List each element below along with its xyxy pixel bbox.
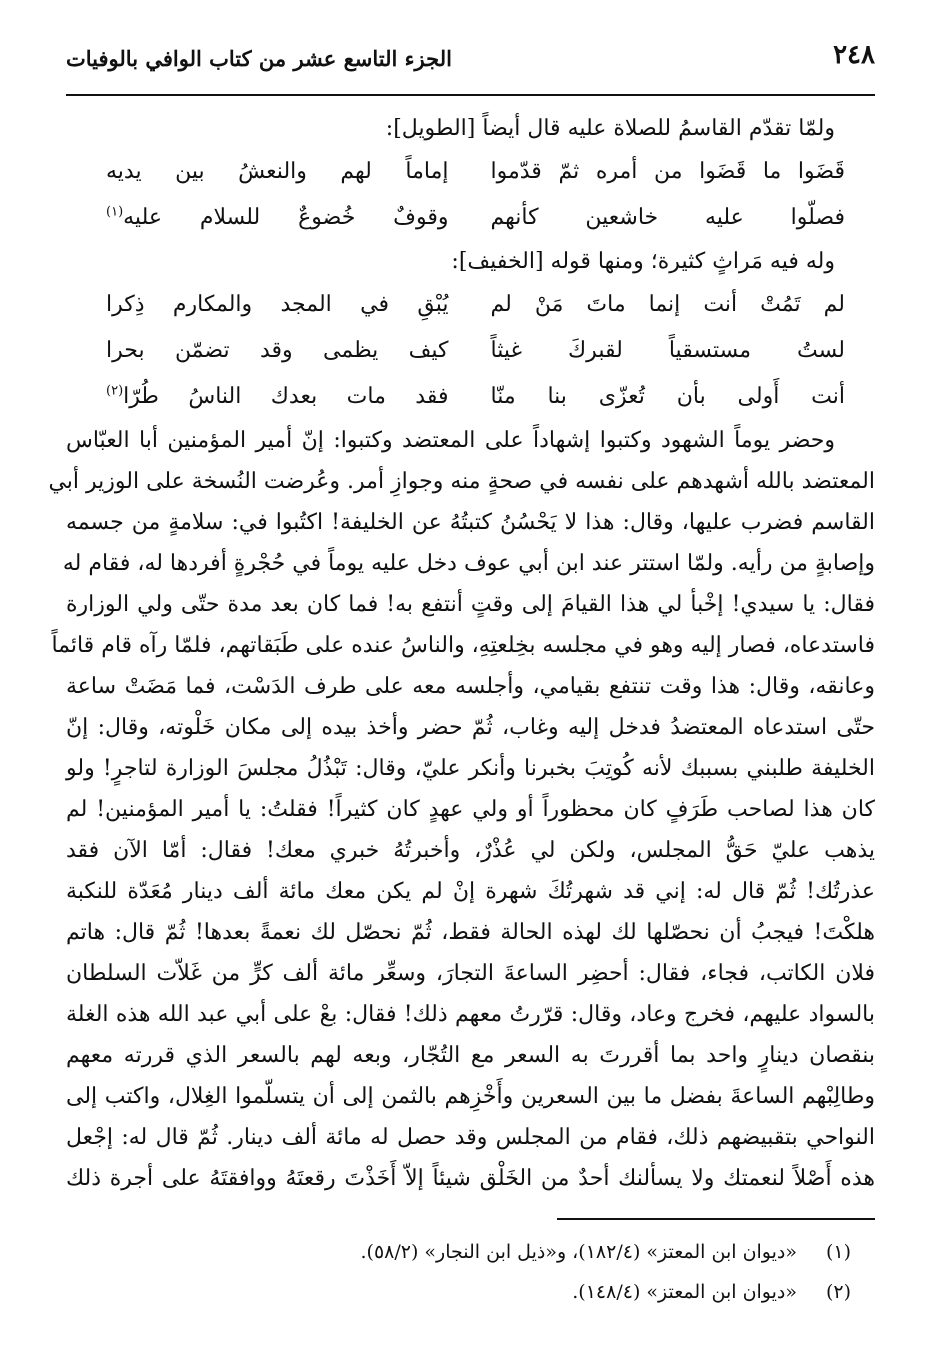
footnote-text: «ديوان ابن المعتز» (١٤٨/٤). — [572, 1281, 797, 1303]
hemistich-text: وقوفٌ خُضوعٌ للسلام عليه — [123, 205, 449, 230]
prose-line: بنقصان دينارٍ واحد بما أقررتَ به السعر مع التُجّار، وبعه لهم بالسعر الذي قررته معهم — [66, 1043, 875, 1068]
verse-line — [66, 374, 875, 420]
second-hemistich — [66, 149, 471, 195]
second-hemistich — [66, 374, 471, 420]
main-text — [48, 108, 875, 1199]
verse-line — [66, 195, 875, 241]
first-hemistich: فصلّوا عليه خاشعين كأنهم — [490, 205, 845, 230]
prose-line: المعتضد بالله أشهدهم على نفسه في صحةٍ منه وجوازِ أمر. وعُرضت النُسخة على الوزير أبي — [48, 469, 875, 494]
prose-line: وعانقه، وقال: هذا وقت تنتفع بقيامي، وأجلسه معه على طرف الدَسْت، فما مَضَتْ ساعة — [66, 674, 875, 699]
footnote — [66, 1232, 875, 1272]
footnote-marker: (١) — [106, 204, 124, 220]
second-hemistich — [66, 282, 471, 328]
prose-line: الخليفة طلبني بسببك لأنه كُوتِبَ بخبرنا وأنكر عليّ، وقال: تَبْذُلُ مجلسَ الوزارة لتاجرٍ! ولو — [66, 756, 875, 781]
prose-line: بالسواد عليهم، فخرج وعاد، وقال: قرّرتُ معهم ذلك! فقال: بعْ على أبي عبد الله هذه الغلة — [66, 1002, 875, 1027]
poem-khafif — [66, 282, 875, 420]
prose-line: القاسم فضرب عليها، وقال: هذا لا يَحْسُنُ كتبتُهُ عن الخليفة! اكتُبوا في: سلامةٍ من جسمه — [66, 510, 875, 535]
first-hemistich: أنت أَولى بأن تُعزّى بنا منّا — [490, 384, 845, 409]
first-hemistich: لستُ مستسقياً لقبركَ غيثاً — [490, 338, 845, 363]
prose-line: وإصابةٍ من رأيه. ولمّا استتر عند ابن أبي عوف دخل عليه يوماً في حُجْرةٍ أفردها له، فقام له — [62, 551, 875, 576]
second-hemistich — [66, 195, 471, 241]
prose-line: عذرتُك! ثُمّ قال له: إني قد شهرتُكَ شهرة إنْ لم يكن معك مائة ألف دينار مُعَدّة للنكبة — [66, 879, 875, 904]
prose-line: النواحي بتقبيضهم ذلك، فقام من المجلس وقد حصل له مائة ألف دينار. ثُمّ قال له: إجْعل — [66, 1125, 875, 1150]
poem-tawil — [66, 149, 875, 241]
prose-line: كان هذا لصاحب طَرَفٍ كان محظوراً أو ولي عهدٍ كان كثيراً! فقلتُ: يا أمير المؤمنين! لم — [66, 797, 875, 822]
running-title: الجزء التاسع عشر من كتاب الوافي بالوفيات — [66, 46, 452, 71]
hemistich-text: إماماً لهم والنعشُ بين يديه — [106, 159, 449, 184]
first-hemistich: قَضَوا ما قَضَوا من أمره ثمّ قدّموا — [490, 159, 845, 184]
verse-line — [66, 328, 875, 374]
page-header — [66, 40, 875, 88]
footnote-marker: (٢) — [106, 383, 124, 399]
hemistich-text: يُبْقِ في المجد والمكارم ذِكرا — [106, 292, 449, 317]
prose-line: هلكْتَ! فيجبُ أن نحصّلها لك لهذه الحالة فقط، ثُمّ نحصّل لك نعمةً بعدها! ثُمّ قال: هاتم — [66, 920, 875, 945]
footnote — [66, 1272, 875, 1312]
footnotes — [66, 1232, 875, 1312]
footnote-rule — [557, 1218, 875, 1220]
hemistich-text: فقد مات بعدك الناسُ طُرّا — [123, 384, 449, 409]
prose-line: فقال: يا سيدي! إخْبأ لي هذا القيامَ إلى وقتٍ أنتفع به! فما كان بعد مدة حتّى ولي الوزارة — [66, 592, 875, 617]
verse-line — [66, 282, 875, 328]
footnote-number: (١) — [825, 1241, 851, 1263]
prose-line: وطالِبْهم الساعةَ بفضل ما بين السعرين وأَخْزِهم بالثمن إلى أن يتسلّموا الغِلال، واكتب إلى — [66, 1084, 875, 1109]
prose-line: حتّى استدعاه المعتضدُ فدخل إليه وغاب، ثُمّ حضر وأخذ بيده إلى مكان خَلْوته، وقال: إنّ — [66, 715, 875, 740]
prose-line: يذهب عليّ حَقُّ المجلس، ولكن لي عُذْرٌ، وأخبرتُهُ خبري معك! فقال: أمّا الآن فقد — [66, 838, 875, 863]
prose-line: وحضر يوماً الشهود وكتبوا إشهاداً على المعتضد وكتبوا: إنّ أمير المؤمنين أبا العبّاس — [66, 428, 835, 453]
page-number: ٢٤٨ — [833, 40, 875, 70]
hemistich-text: كيف يظمى وقد تضمّن بحرا — [106, 338, 449, 363]
prose-line: هذه أَصْلاً لنعمتك ولا يسألنك أحدٌ من الخَلْق شيئاً إلاّ أَخَذْتَ رقعتَهُ ووافقتَهُ على أجرة ذلك — [66, 1166, 875, 1191]
second-hemistich — [66, 328, 471, 374]
header-rule — [66, 94, 875, 96]
footnote-number: (٢) — [825, 1281, 851, 1303]
poem-intro: وله فيه مَراثٍ كثيرة؛ ومنها قوله [الخفيف]: — [451, 249, 835, 274]
verse-line — [66, 149, 875, 195]
prose-line: فاستدعاه، فصار إليه وهو في مجلسه بخِلعتِهِ، والناسُ عنده على طَبَقاتهم، فلمّا رآه قام قائماً — [51, 633, 875, 658]
first-hemistich: لم تَمُتْ أنت إنما ماتَ مَنْ لم — [490, 292, 845, 317]
prose-paragraph — [48, 420, 875, 1199]
prose-line: فلان الكاتب، فجاء، فقال: أحضِر الساعةَ التجارَ، وسعِّر مائة ألف كرٍّ من غَلاّت السلطان — [66, 961, 875, 986]
footnote-text: «ديوان ابن المعتز» (١٨٢/٤)، و«ذيل ابن النجار» (٥٨/٢). — [360, 1241, 797, 1263]
poem-intro: ولمّا تقدّم القاسمُ للصلاة عليه قال أيضاً [الطويل]: — [385, 116, 835, 141]
